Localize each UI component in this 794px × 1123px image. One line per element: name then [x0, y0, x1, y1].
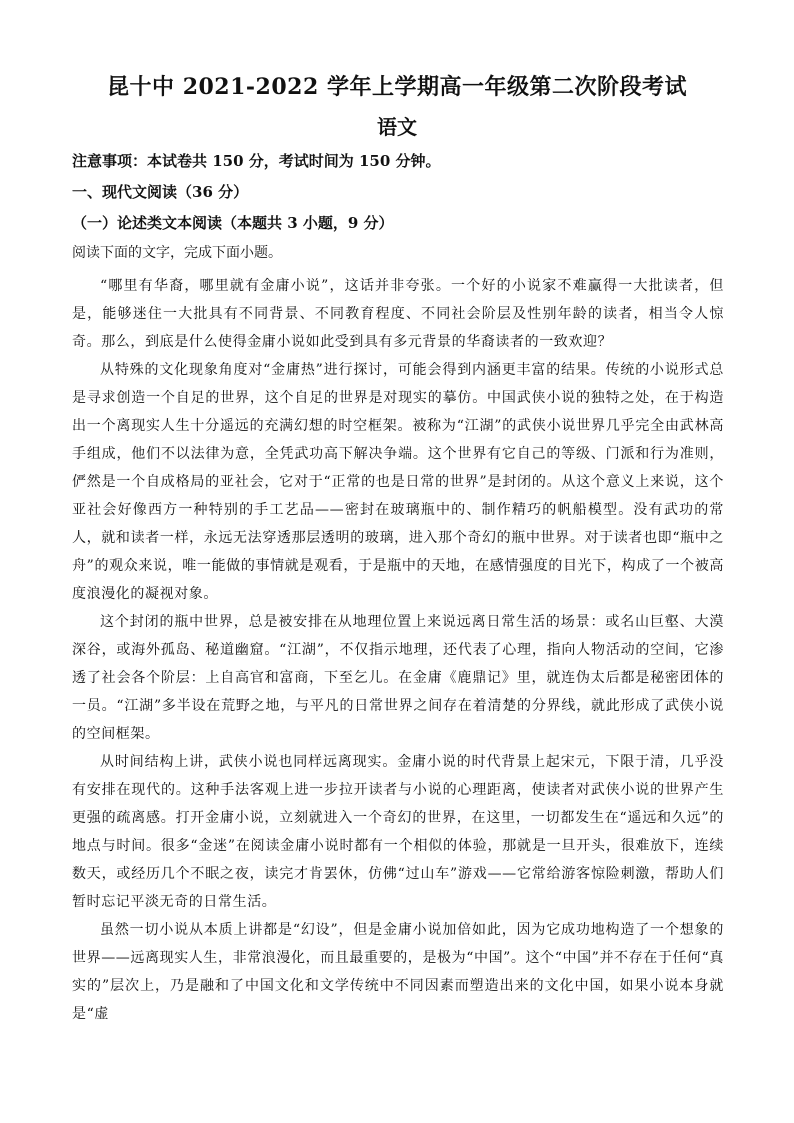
- passage-paragraph: 这个封闭的瓶中世界，总是被安排在从地理位置上来说远离日常生活的场景：或名山巨壑、大漠深谷，或海外孤岛、秘道幽窟。“江湖”，不仅指示地理，还代表了心理，指向人物活动的空间，它渗透了社会各个阶层：上自高官和富商，下至乞儿。在金庸《鹿鼎记》里，就连伪太后都是秘密团体的一员。“江湖”多半设在荒野之地，与平凡的日常世界之间存在着清楚的分界线，就此形成了武侠小说的空间框架。: [72, 614, 724, 742]
- section-heading: 一、现代文阅读（36 分）: [72, 183, 249, 201]
- subsection-heading: （一）论述类文本阅读（本题共 3 小题，9 分）: [72, 214, 394, 232]
- exam-notice: 注意事项：本试卷共 150 分，考试时间为 150 分钟。: [72, 152, 441, 170]
- exam-subject: 语文: [377, 115, 417, 139]
- passage-paragraph: 虽然一切小说从本质上讲都是“幻设”，但是金庸小说加倍如此，因为它成功地构造了一个想象的世界——远离现实人生，非常浪漫化，而且最重要的，是极为“中国”。这个“中国”并不存在于任何“真实的”层次上，乃是融和了中国文化和文学传统中不同因素而塑造出来的文化中国，如果小说本身就是“虚: [72, 922, 724, 1022]
- passage-paragraph: “哪里有华裔，哪里就有金庸小说”，这话并非夸张。一个好的小说家不难赢得一大批读者，但是，能够迷住一大批具有不同背景、不同教育程度、不同社会阶层及性别年龄的读者，相当令人惊奇。那么，到底是什么使得金庸小说如此受到具有多元背景的华裔读者的一致欢迎？: [72, 278, 724, 350]
- passage-paragraph: 从特殊的文化现象角度对“金庸热”进行探讨，可能会得到内涵更丰富的结果。传统的小说形式总是寻求创造一个自足的世界，这个自足的世界是对现实的摹仿。中国武侠小说的独特之处，在于构造出一个离现实人生十分遥远的充满幻想的时空框架。被称为“江湖”的武侠小说世界几乎完全由武林高手组成，他们不以法律为意，全凭武功高下解决争端。这个世界有它自己的等级、门派和行为准则，俨然是一个自成格局的亚社会，它对于“正常的也是日常的世界”是封闭的。从这个意义上来说，这个亚社会好像西方一种特别的手工艺品——密封在玻璃瓶中的、制作精巧的帆船模型。没有武功的常人，就和读者一样，永远无法穿透那层透明的玻璃，进入那个奇幻的瓶中世界。对于读者也即“瓶中之舟”的观众来说，唯一能做的事情就是观看，于是瓶中的天地，在感情强度的目光下，构成了一个被高度浪漫化的凝视对象。: [72, 362, 724, 602]
- reading-instruction: 阅读下面的文字，完成下面小题。: [72, 245, 282, 261]
- reading-passage: [72, 272, 724, 1028]
- passage-paragraph: 从时间结构上讲，武侠小说也同样远离现实。金庸小说的时代背景上起宋元，下限于清，几乎没有安排在现代的。这种手法客观上进一步拉开读者与小说的心理距离，使读者对武侠小说的世界产生更强的疏离感。打开金庸小说，立刻就进入一个奇幻的世界，在这里，一切都发生在“遥远和久远”的地点与时间。很多“金迷”在阅读金庸小说时都有一个相似的体验，那就是一旦开头，很难放下，连续数天，或经历几个不眠之夜，读完才肯罢休，仿佛“过山车”游戏——它常给游客惊险刺激，帮助人们暂时忘记平淡无奇的日常生活。: [72, 754, 724, 910]
- exam-title: 昆十中 2021-2022 学年上学期高一年级第二次阶段考试: [107, 74, 687, 100]
